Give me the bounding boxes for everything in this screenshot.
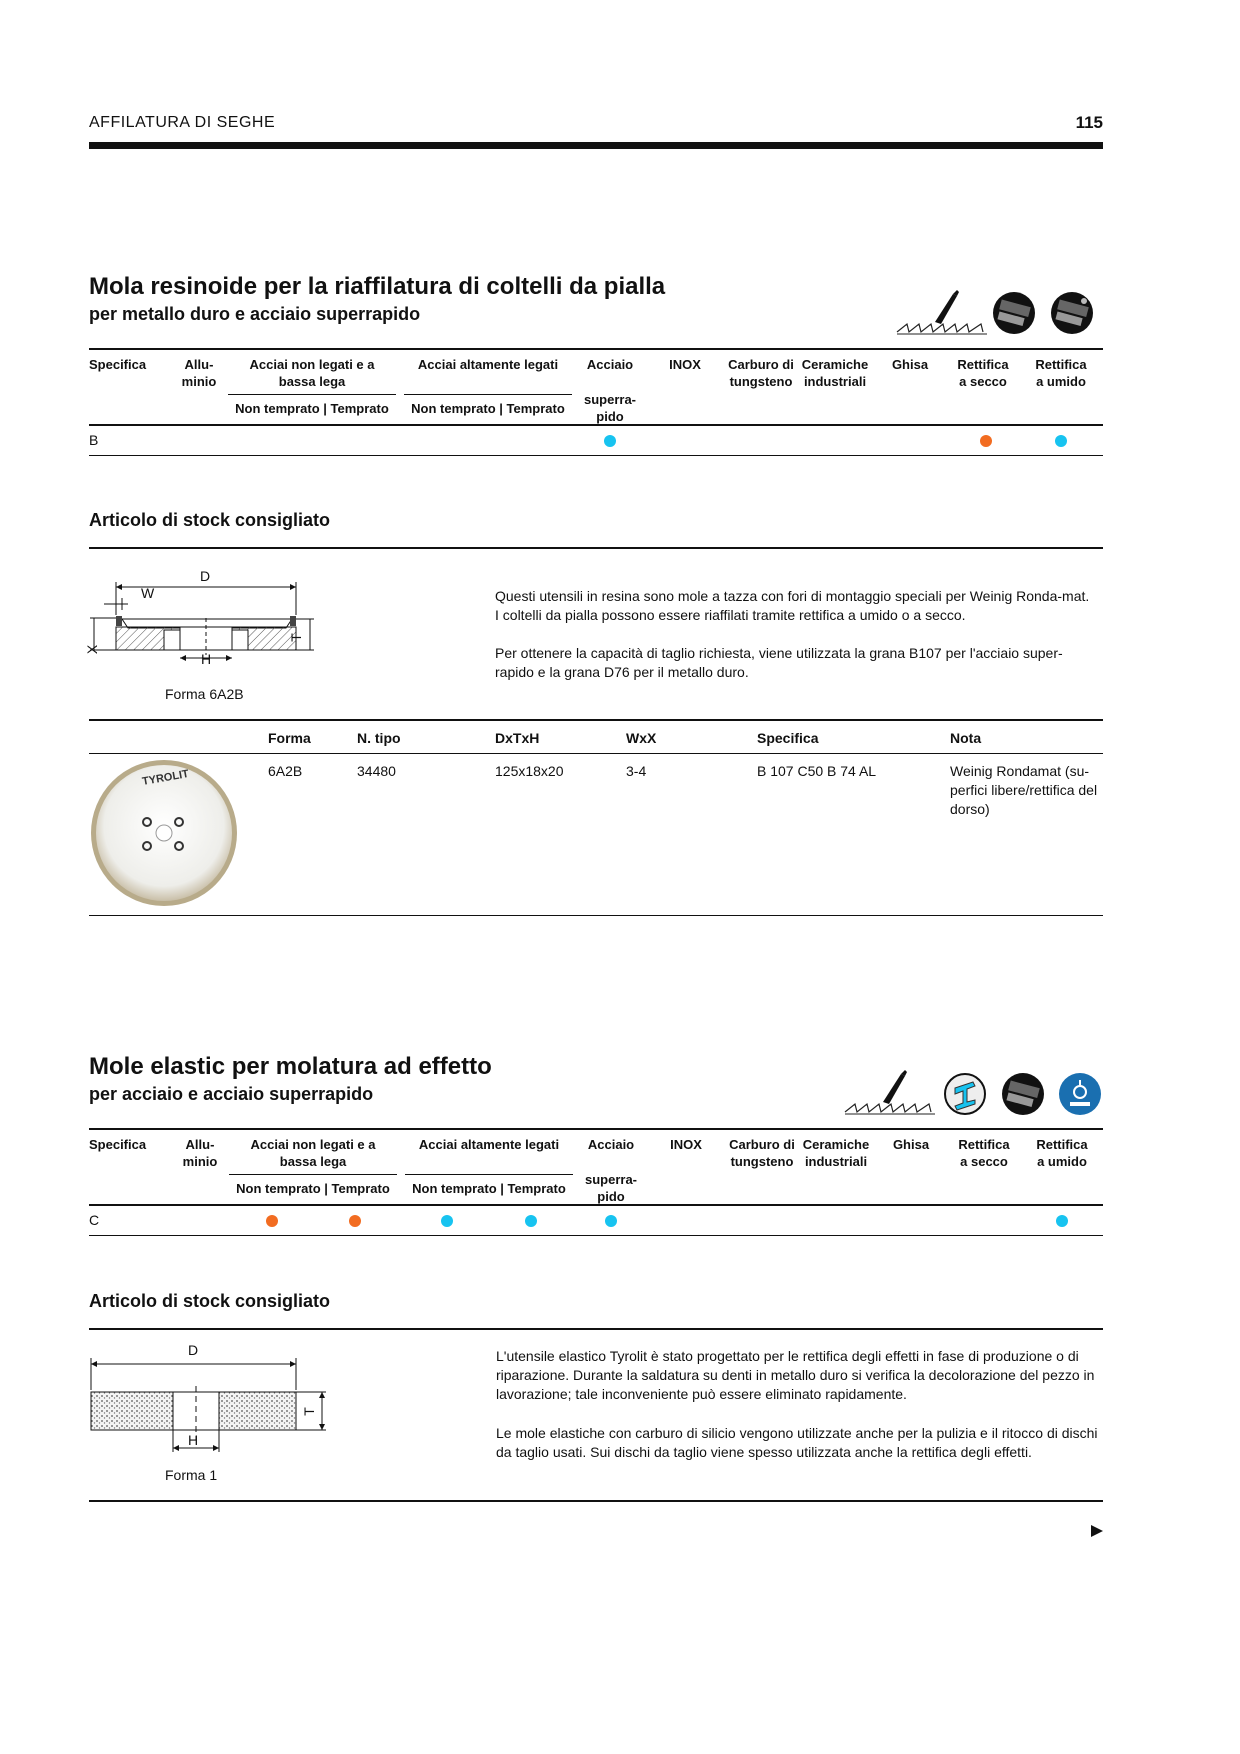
- cell-dim: 125x18x20: [495, 763, 564, 779]
- dim-label-x: X: [84, 644, 101, 655]
- col-acciai-bassa-lega: Acciai non legati e a bassa lega: [250, 1137, 376, 1169]
- col-n-tipo: N. tipo: [357, 730, 401, 746]
- col-rettifica-umido: Rettifica a umido: [1036, 1137, 1088, 1169]
- steel-profile-icon: [943, 1072, 987, 1116]
- diagram-caption-1: Forma 6A2B: [165, 686, 244, 702]
- col-acciai-altamente-legati: Acciai altamente legati: [418, 1137, 560, 1152]
- col-rettifica-secco: Rettifica a secco: [957, 357, 1009, 389]
- col-acciai-bassa-lega: Acciai non legati e a bassa lega: [249, 357, 375, 389]
- wet-grinding-icon: [1050, 291, 1094, 335]
- dot-rettifica-umido: [1055, 435, 1067, 447]
- sub-altamente-legati: Non temprato | Temprato: [411, 401, 565, 416]
- dim-label-d: D: [200, 568, 211, 584]
- col-superrapido: superra- pido: [583, 392, 637, 424]
- col-acciaio: Acciaio: [587, 1137, 635, 1152]
- product-table-top-rule: [89, 719, 1103, 721]
- dry-grinding-icon: [992, 291, 1036, 335]
- dot-rettifica-secco: [980, 435, 992, 447]
- wet-grinding-icon: [1058, 1072, 1102, 1116]
- col-inox: INOX: [669, 357, 701, 372]
- col-specifica: Specifica: [757, 730, 819, 746]
- col-acciai-altamente-legati: Acciai altamente legati: [417, 357, 559, 372]
- dot-bassa-non-temprato: [266, 1215, 278, 1227]
- dim-label-t: T: [300, 1407, 317, 1416]
- cell-tipo: 34480: [357, 763, 396, 779]
- dim-label-t: T: [287, 633, 304, 642]
- col-alluminio: Allu- minio: [182, 1137, 218, 1169]
- col-ceramiche: Ceramiche industriali: [801, 357, 869, 389]
- dry-grinding-icon: [1001, 1072, 1045, 1116]
- dim-label-w: W: [141, 585, 155, 601]
- section1-title: Mola resinoide per la riaffilatura di coltelli da pialla: [89, 273, 666, 300]
- row-spec-c: C: [89, 1212, 100, 1228]
- dot-alta-non-temprato: [441, 1215, 453, 1227]
- description-1a: Questi utensili in resina sono mole a tazza con fori di montaggio speciali per Weinig Ronda-mat. I coltelli da pialla possono essere riaffilati tramite rettifica a umido o a secco.: [495, 588, 1090, 623]
- sub-altamente-legati: Non temprato | Temprato: [412, 1181, 566, 1196]
- col-carburo: Carburo di tungsteno: [729, 1137, 795, 1169]
- section2-subtitle: per acciaio e acciaio superrapido: [89, 1084, 374, 1104]
- dot-acciaio-superrapido: [604, 435, 616, 447]
- table2-bottom-rule: [89, 1235, 1103, 1236]
- table1-mid-rule: [89, 424, 1103, 426]
- col-forma: Forma: [268, 730, 311, 746]
- col-wxx: WxX: [626, 730, 657, 746]
- saw-sharpening-icon: [895, 288, 990, 338]
- product-table-header-rule: [89, 753, 1103, 754]
- col-ghisa: Ghisa: [892, 1137, 930, 1152]
- play-arrow-icon[interactable]: [1090, 1524, 1104, 1538]
- col-ceramiche: Ceramiche industriali: [802, 1137, 870, 1169]
- stock1-rule: [89, 547, 1103, 549]
- section1-subtitle: per metallo duro e acciaio superrapido: [89, 304, 421, 324]
- description-2a: L'utensile elastico Tyrolit è stato progettato per le rettifica degli effetti in fase di produzione o di riparazione. Durante la saldatura su denti in metallo duro si verifica la decolorazione del pezzo in lavorazione; tale inconveniente può essere eliminato rapidamente.: [496, 1348, 1095, 1402]
- col-specifica: Specifica: [89, 357, 147, 372]
- cell-forma: 6A2B: [268, 763, 303, 779]
- description-2b: Le mole elastiche con carburo di silicio vengono utilizzate anche per la pulizia e il ritocco di dischi da taglio usati. Sui dischi da taglio viene spesso utilizzata anche la rettifica degli effetti.: [496, 1425, 1098, 1460]
- stock2-rule: [89, 1328, 1103, 1330]
- dim-label-h: H: [188, 1432, 199, 1448]
- col-nota: Nota: [950, 730, 982, 746]
- header-rule: [89, 142, 1103, 149]
- col-carburo: Carburo di tungsteno: [728, 357, 794, 389]
- cell-wx: 3-4: [626, 763, 647, 779]
- col-rettifica-secco: Rettifica a secco: [958, 1137, 1010, 1169]
- section2-bottom-rule: [89, 1500, 1103, 1502]
- table1-top-rule: [89, 348, 1103, 350]
- product-table-bottom-rule: [89, 915, 1103, 916]
- sub-bassa-lega: Non temprato | Temprato: [235, 401, 389, 416]
- col-inox: INOX: [670, 1137, 702, 1152]
- cell-spec: B 107 C50 B 74 AL: [757, 763, 877, 779]
- dot-acciaio-superrapido: [605, 1215, 617, 1227]
- cell-nota: Weinig Rondamat (su-perfici libere/rettifica del dorso): [950, 763, 1098, 817]
- dot-alta-temprato: [525, 1215, 537, 1227]
- dot-rettifica-umido: [1056, 1215, 1068, 1227]
- saw-sharpening-icon: [843, 1068, 938, 1118]
- section2-title: Mole elastic per molatura ad effetto: [89, 1053, 492, 1080]
- col-ghisa: Ghisa: [891, 357, 929, 372]
- col-dxtxh: DxTxH: [495, 730, 540, 746]
- col-alluminio: Allu- minio: [181, 357, 217, 389]
- diagram-caption-2: Forma 1: [165, 1467, 218, 1483]
- col-superrapido: superra- pido: [584, 1172, 638, 1204]
- dim-label-h: H: [201, 651, 212, 667]
- form-1-diagram: [86, 1350, 336, 1460]
- sub-bassa-lega: Non temprato | Temprato: [236, 1181, 390, 1196]
- col-rettifica-umido: Rettifica a umido: [1035, 357, 1087, 389]
- table1-bottom-rule: [89, 455, 1103, 456]
- dot-bassa-temprato: [349, 1215, 361, 1227]
- running-header: AFFILATURA DI SEGHE: [89, 114, 276, 131]
- stock-title-2: Articolo di stock consigliato: [89, 1291, 331, 1311]
- col-specifica: Specifica: [89, 1137, 147, 1152]
- stock-title-1: Articolo di stock consigliato: [89, 510, 331, 530]
- table2-top-rule: [89, 1128, 1103, 1130]
- dim-label-d: D: [188, 1342, 199, 1358]
- col-acciaio: Acciaio: [586, 357, 634, 372]
- description-1b: Per ottenere la capacità di taglio richiesta, viene utilizzata la grana B107 per l'acciaio super-rapido e la grana D76 per il metallo duro.: [495, 645, 1063, 680]
- row-spec-b: B: [89, 432, 99, 448]
- table2-mid-rule: [89, 1204, 1103, 1206]
- product-brand-logo: TYROLIT: [141, 768, 190, 788]
- page-number: 115: [1075, 113, 1103, 132]
